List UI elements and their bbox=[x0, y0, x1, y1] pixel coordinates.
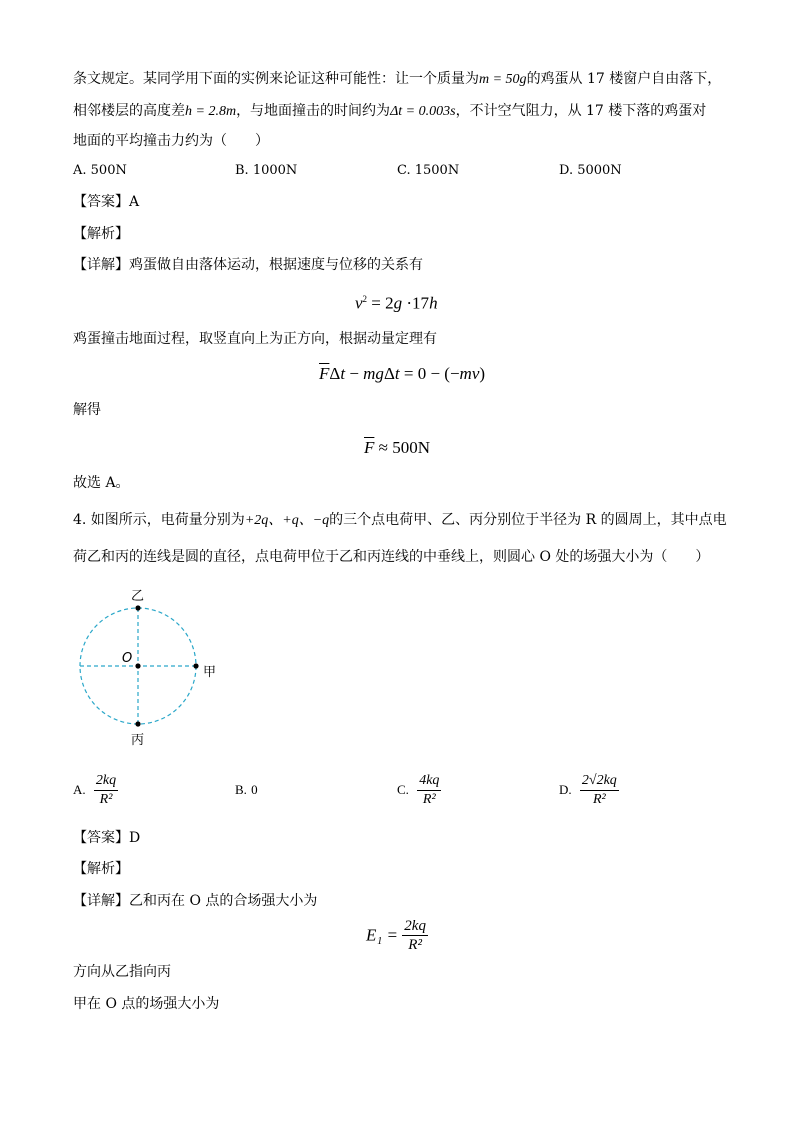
q3-option-b: B. 1000N bbox=[235, 163, 298, 178]
label-bing: 丙 bbox=[131, 733, 145, 748]
q3-option-d: D. 5000N bbox=[559, 163, 622, 178]
label-o: O bbox=[122, 651, 133, 666]
q4-stem-line-2: 荷乙和丙的连线是圆的直径，点电荷甲位于乙和丙连线的中垂线上，则圆心 O 处的场强大小为（ ） bbox=[73, 549, 710, 565]
center-point-o bbox=[135, 663, 140, 668]
q3-stem-line-3: 地面的平均撞击力约为（ ） bbox=[73, 133, 269, 149]
q4-option-b: B. 0 bbox=[235, 782, 258, 797]
q4-option-a: A. $\frac{2kq}{\text{R²}}$ bbox=[73, 773, 117, 807]
q3-stem-line-1: 条文规定。某同学用下面的实例来论证这种可能性：让一个质量为m = 50g的鸡蛋从 17 楼窗户自由落下， bbox=[73, 71, 722, 87]
q3-option-c: C. 1500N bbox=[397, 163, 460, 178]
mass-expression: m = 50g bbox=[479, 72, 527, 87]
label-yi: 乙 bbox=[131, 589, 145, 604]
q3-equation-2: $\overline{F}\Delta t - mg\Delta t = 0 - (-mv)$ bbox=[319, 364, 486, 383]
q3-text-momentum: 鸡蛋撞击地面过程，取竖直向上为正方向，根据动量定理有 bbox=[73, 331, 437, 347]
charge-point-bing bbox=[135, 721, 140, 726]
q4-jia-field-text: 甲在 O 点的场强大小为 bbox=[73, 996, 220, 1012]
time-expression: Δt = 0.003s bbox=[390, 104, 456, 119]
q4-equation-1: E₁ = $\frac{2kq}{\text{R²}}$ bbox=[366, 918, 426, 953]
q3-option-a: A. 500N bbox=[73, 163, 127, 178]
q4-answer: 【答案】D bbox=[73, 830, 141, 846]
height-expression: h = 2.8m bbox=[185, 104, 237, 119]
q4-option-c: C. $\frac{4kq}{\text{R²}}$ bbox=[397, 773, 440, 807]
q3-equation-3: $\overline{F} \approx 500N$ bbox=[364, 438, 430, 457]
q4-detail-text: 【详解】乙和丙在 O 点的合场强大小为 bbox=[73, 893, 318, 909]
circle-diagram bbox=[70, 585, 230, 750]
charge-point-yi bbox=[135, 605, 140, 610]
q4-direction-text: 方向从乙指向丙 bbox=[73, 964, 171, 980]
q3-text-solve: 解得 bbox=[73, 402, 101, 418]
q4-stem-line-1: 4. 如图所示，电荷量分别为+2q、+q、−q的三个点电荷甲、乙、丙分别位于半径为 R 的圆周上，其中点电 bbox=[73, 512, 727, 528]
q3-equation-1: $v^2 = 2g \cdot 17h$ bbox=[355, 293, 438, 313]
q3-conclusion: 故选 A。 bbox=[73, 475, 130, 491]
q3-stem-line-2: 相邻楼层的高度差h = 2.8m，与地面撞击的时间约为Δt = 0.003s，不计空气阻力，从 17 楼下落的鸡蛋对 bbox=[73, 103, 707, 119]
charge-point-jia bbox=[193, 663, 198, 668]
label-jia: 甲 bbox=[203, 665, 217, 680]
q4-analysis-heading: 【解析】 bbox=[73, 861, 129, 877]
q3-detail-text: 【详解】鸡蛋做自由落体运动，根据速度与位移的关系有 bbox=[73, 257, 423, 273]
q3-answer: 【答案】A bbox=[73, 194, 140, 210]
q4-option-d: D. $\frac{2√2kq}{\text{R²}}$ bbox=[559, 773, 617, 807]
charges-expression: +2q、+q、−q bbox=[244, 513, 330, 528]
q3-analysis-heading: 【解析】 bbox=[73, 226, 129, 242]
